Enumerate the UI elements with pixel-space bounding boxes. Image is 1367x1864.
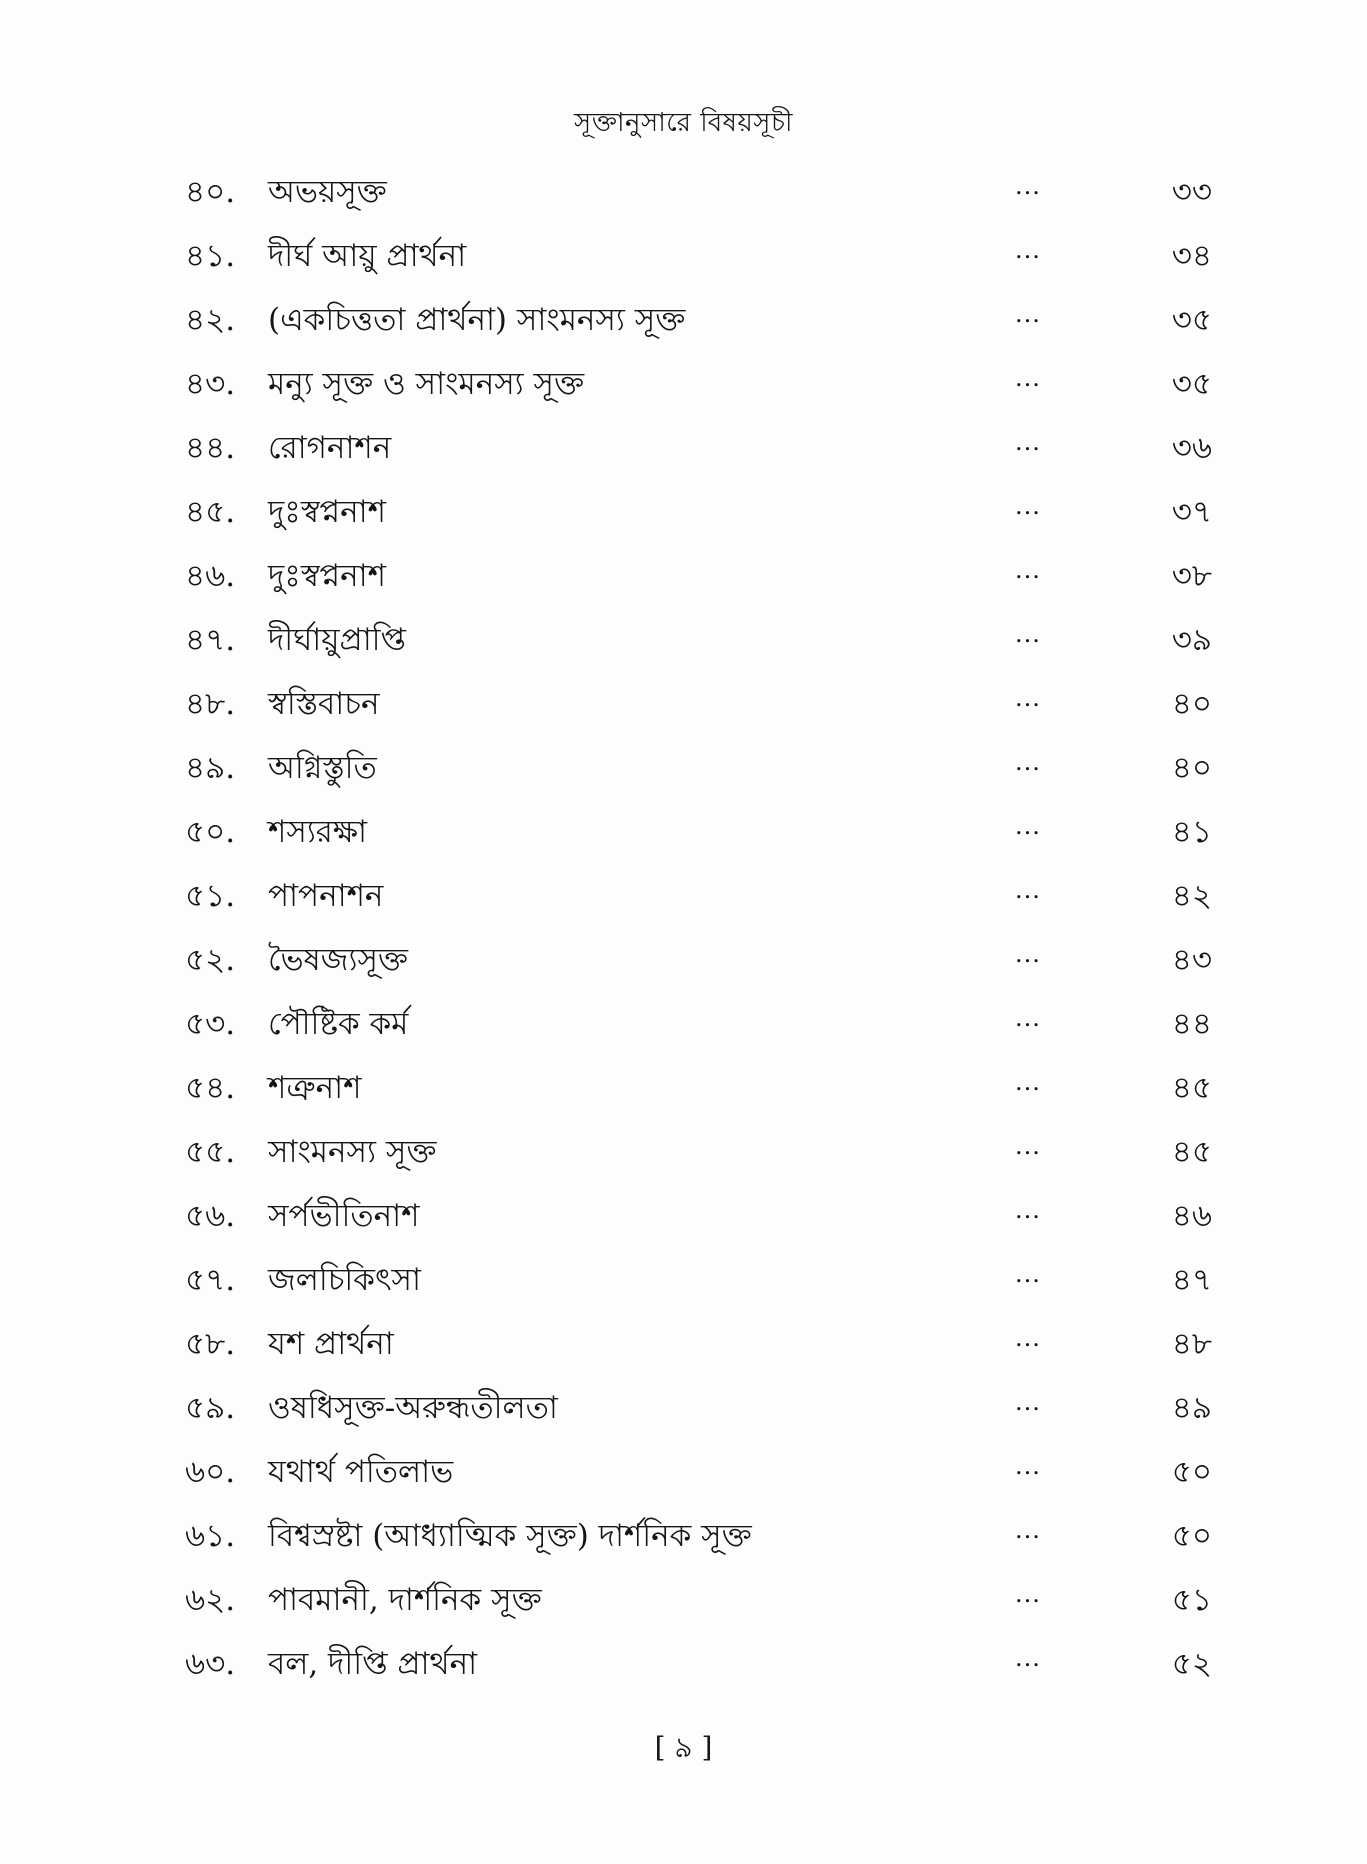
toc-row: [0, 1064, 1367, 1128]
entry-page: ৪১: [1171, 814, 1212, 850]
entry-page: ৪৬: [1171, 1198, 1212, 1234]
entry-number: ৫১.: [185, 878, 236, 914]
entry-leader: ...: [1015, 364, 1041, 392]
toc-row: [0, 1128, 1367, 1192]
entry-page: ৪৫: [1171, 1134, 1212, 1170]
entry-leader: ...: [1015, 748, 1041, 776]
page-number: [ ৯ ]: [654, 1731, 713, 1764]
toc-row: [0, 616, 1367, 680]
toc-row: [0, 488, 1367, 552]
entry-title: দীর্ঘ আয়ু প্রার্থনা: [268, 238, 467, 274]
entry-leader: ...: [1015, 428, 1041, 456]
entry-number: ৪০.: [185, 174, 236, 210]
entry-title: দীর্ঘায়ুপ্রাপ্তি: [268, 622, 407, 658]
entry-leader: ...: [1015, 300, 1041, 328]
toc-row: [0, 1448, 1367, 1512]
toc-row: [0, 552, 1367, 616]
toc-row: [0, 424, 1367, 488]
toc-row: [0, 1256, 1367, 1320]
entry-number: ৪৬.: [185, 558, 236, 594]
toc-row: [0, 1512, 1367, 1576]
toc-row: [0, 1576, 1367, 1640]
entry-title: স্বস্তিবাচন: [268, 686, 380, 722]
entry-leader: ...: [1015, 1580, 1041, 1608]
entry-page: ৪০: [1171, 686, 1212, 722]
entry-number: ৫২.: [185, 942, 236, 978]
entry-number: ৬০.: [185, 1454, 236, 1490]
entry-title: পৌষ্টিক কর্ম: [268, 1006, 409, 1042]
entry-number: ৬৩.: [185, 1646, 236, 1682]
entry-leader: ...: [1015, 492, 1041, 520]
entry-number: ৪৯.: [185, 750, 236, 786]
entry-number: ৬১.: [185, 1518, 236, 1554]
toc-row: [0, 872, 1367, 936]
entry-title: ভৈষজ্যসূক্ত: [268, 942, 409, 978]
entry-page: ৫০: [1171, 1518, 1212, 1554]
entry-page: ৪৩: [1171, 942, 1212, 978]
entry-leader: ...: [1015, 1004, 1041, 1032]
toc-row: [0, 360, 1367, 424]
entry-leader: ...: [1015, 1388, 1041, 1416]
entry-number: ৬২.: [185, 1582, 236, 1618]
entry-number: ৪৭.: [185, 622, 236, 658]
entry-number: ৪১.: [185, 238, 236, 274]
entry-leader: ...: [1015, 172, 1041, 200]
entry-number: ৪৪.: [185, 430, 236, 466]
toc-row: [0, 744, 1367, 808]
entry-title: পাপনাশন: [268, 878, 384, 914]
entry-leader: ...: [1015, 1132, 1041, 1160]
entry-page: ৩৬: [1171, 430, 1212, 466]
entry-page: ৩৮: [1171, 558, 1212, 594]
entry-number: ৫৩.: [185, 1006, 236, 1042]
entry-title: জলচিকিৎসা: [268, 1262, 422, 1298]
entry-page: ৪৮: [1171, 1326, 1212, 1362]
entry-title: সর্পভীতিনাশ: [268, 1198, 420, 1234]
entry-page: ৫২: [1171, 1646, 1212, 1682]
entry-title: শত্রুনাশ: [268, 1070, 362, 1106]
toc-row: [0, 1640, 1367, 1704]
entry-leader: ...: [1015, 940, 1041, 968]
entry-number: ৫০.: [185, 814, 236, 850]
entry-title: অভয়সূক্ত: [268, 174, 387, 210]
toc-row: [0, 1384, 1367, 1448]
entry-title: পাবমানী, দার্শনিক সূক্ত: [268, 1582, 542, 1618]
entry-title: সাংমনস্য সূক্ত: [268, 1134, 437, 1170]
entry-title: দুঃস্বপ্ননাশ: [268, 494, 386, 530]
toc-row: [0, 936, 1367, 1000]
entry-title: যথার্থ পতিলাভ: [268, 1454, 454, 1490]
entry-leader: ...: [1015, 236, 1041, 264]
entry-number: ৫৬.: [185, 1198, 236, 1234]
entry-number: ৫৫.: [185, 1134, 236, 1170]
entry-number: ৪৮.: [185, 686, 236, 722]
entry-page: ৪২: [1171, 878, 1212, 914]
entry-number: ৫৪.: [185, 1070, 236, 1106]
entry-number: ৫৮.: [185, 1326, 236, 1362]
toc-row: [0, 232, 1367, 296]
entry-page: ৫১: [1171, 1582, 1212, 1618]
toc-row: [0, 680, 1367, 744]
entry-leader: ...: [1015, 1324, 1041, 1352]
entry-title: মন্যু সূক্ত ও সাংমনস্য সূক্ত: [268, 366, 585, 402]
entry-title: বল, দীপ্তি প্রার্থনা: [268, 1646, 478, 1682]
entry-title: রোগনাশন: [268, 430, 392, 466]
entry-page: ৪৯: [1171, 1390, 1212, 1426]
entry-leader: ...: [1015, 556, 1041, 584]
entry-number: ৪৩.: [185, 366, 236, 402]
entry-number: ৫৭.: [185, 1262, 236, 1298]
entry-page: ৩৪: [1171, 238, 1212, 274]
entry-leader: ...: [1015, 1068, 1041, 1096]
entry-page: ৫০: [1171, 1454, 1212, 1490]
entry-leader: ...: [1015, 1644, 1041, 1672]
entry-leader: ...: [1015, 1196, 1041, 1224]
entry-leader: ...: [1015, 1452, 1041, 1480]
entry-leader: ...: [1015, 876, 1041, 904]
entry-page: ৩৫: [1171, 366, 1212, 402]
entry-page: ৩৭: [1171, 494, 1212, 530]
entry-leader: ...: [1015, 620, 1041, 648]
entry-title: বিশ্বস্রষ্টা (আধ্যাত্মিক সূক্ত) দার্শনিক সূক্ত: [268, 1518, 752, 1554]
entry-title: যশ প্রার্থনা: [268, 1326, 394, 1362]
toc-row: [0, 1192, 1367, 1256]
entry-page: ৪৭: [1171, 1262, 1212, 1298]
entry-leader: ...: [1015, 1516, 1041, 1544]
entry-page: ৪৫: [1171, 1070, 1212, 1106]
toc-row: [0, 1320, 1367, 1384]
entry-title: শস্যরক্ষা: [268, 814, 367, 850]
entry-title: দুঃস্বপ্ননাশ: [268, 558, 386, 594]
entry-title: অগ্নিস্তুতি: [268, 750, 377, 786]
entry-page: ৪০: [1171, 750, 1212, 786]
entry-number: ৪৫.: [185, 494, 236, 530]
table-of-contents: [0, 168, 1367, 1704]
entry-page: ৩৩: [1171, 174, 1212, 210]
entry-page: ৩৯: [1171, 622, 1212, 658]
page-title: সূক্তানুসারে বিষয়সূচী: [574, 108, 793, 138]
entry-title: (একচিত্ততা প্রার্থনা) সাংমনস্য সূক্ত: [268, 302, 686, 338]
entry-page: ৩৫: [1171, 302, 1212, 338]
entry-number: ৫৯.: [185, 1390, 236, 1426]
toc-row: [0, 296, 1367, 360]
entry-title: ওষধিসূক্ত-অরুন্ধতীলতা: [268, 1390, 558, 1426]
entry-leader: ...: [1015, 1260, 1041, 1288]
entry-leader: ...: [1015, 684, 1041, 712]
entry-page: ৪৪: [1171, 1006, 1212, 1042]
entry-number: ৪২.: [185, 302, 236, 338]
entry-leader: ...: [1015, 812, 1041, 840]
toc-row: [0, 168, 1367, 232]
toc-row: [0, 808, 1367, 872]
toc-row: [0, 1000, 1367, 1064]
